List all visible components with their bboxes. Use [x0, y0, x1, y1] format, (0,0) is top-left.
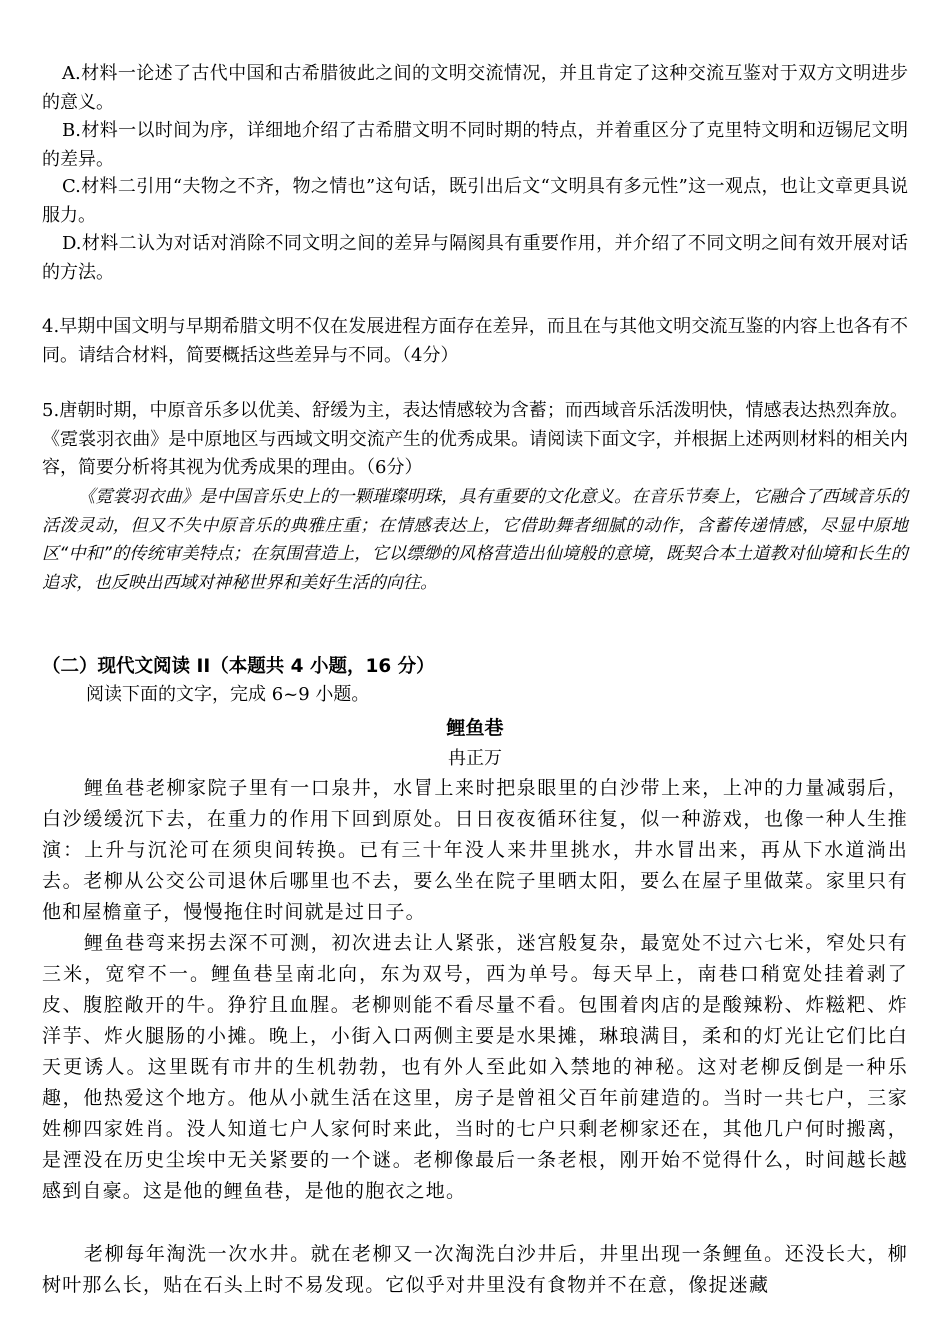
- question-4: 4.早期中国文明与早期希腊文明不仅在发展进程方面存在差异，而且在与其他文明交流互鉴的内容上也各有不同。请结合材料，简要概括这些差异与不同。（4分）: [42, 316, 908, 366]
- option-b: B.材料一以时间为序，详细地介绍了古希腊文明不同时期的特点，并着重区分了克里特文明和迈锡尼文明的差异。: [42, 120, 908, 170]
- story-title: 鲤鱼巷: [446, 717, 504, 739]
- story-paragraph-3: 老柳每年淘洗一次水井。就在老柳又一次淘洗白沙井后，井里出现一条鲤鱼。还没长大，柳树叶那么长，贴在石头上时不易发现。它似乎对井里没有食物并不在意，像捉迷藏: [42, 1243, 908, 1296]
- story-paragraph-2: 鲤鱼巷弯来拐去深不可测，初次进去让人紧张，迷宫般复杂，最宽处不过六七米，窄处只有三米，宽窄不一。鲤鱼巷呈南北向，东为双号，西为单号。每天早上，南巷口稍宽处挂着剥了皮、腹腔敞开的牛。狰狞且血腥。老柳则能不看尽量不看。包围着肉店的是酸辣粉、炸糍粑、炸洋芋、炸火腿肠的小摊。晚上，小街入口两侧主要是水果摊，琳琅满目，柔和的灯光让它们比白天更诱人。这里既有市井的生机勃勃，也有外人至此如入禁地的神秘。这对老柳反倒是一种乐趣，他热爱这个地方。他从小就生活在这里，房子是曾祖父百年前建造的。当时一共七户，三家姓柳四家姓肖。没人知道七户人家何时来此，当时的七户只剩老柳家还在，其他几户何时搬离，是湮没在历史尘埃中无关紧要的一个谜。老柳像最后一条老根，刚开始不觉得什么，时间越长越感到自豪。这是他的鲤鱼巷，是他的胞衣之地。: [42, 932, 908, 1202]
- reading-instruction: 阅读下面的文字，完成 6~9 小题。: [86, 684, 370, 705]
- story-author: 冉正万: [448, 748, 502, 769]
- story-paragraph-1: 鲤鱼巷老柳家院子里有一口泉井，水冒上来时把泉眼里的白沙带上来，上冲的力量减弱后，白沙缓缓沉下去，在重力的作用下回到原处。日日夜夜循环往复，似一种游戏，也像一种人生推演：上升与沉沦可在须臾间转换。已有三十年没人来井里挑水，井水冒出来，再从下水道淌出去。老柳从公交公司退休后哪里也不去，要么坐在院子里晒太阳，要么在屋子里做菜。家里只有他和屋檐童子，慢慢拖住时间就是过日子。: [42, 777, 908, 923]
- section-heading: （二）现代文阅读 II（本题共 4 小题，16 分）: [42, 656, 435, 677]
- question-5: 5.唐朝时期，中原音乐多以优美、舒缓为主，表达情感较为含蓄；而西域音乐活泼明快，情感表达热烈奔放。《霓裳羽衣曲》是中原地区与西域文明交流产生的优秀成果。请阅读下面文字，并根据上述两则材料的相关内容，简要分析将其视为优秀成果的理由。（6分）: [42, 400, 908, 478]
- option-a: A.材料一论述了古代中国和古希腊彼此之间的文明交流情况，并且肯定了这种交流互鉴对于双方文明进步的意义。: [42, 63, 908, 113]
- question-5-quote: 《霓裳羽衣曲》是中国音乐史上的一颗璀璨明珠，具有重要的文化意义。在音乐节奏上，它融合了西域音乐的活泼灵动，但又不失中原音乐的典雅庄重；在情感表达上，它借助舞者细腻的动作，含蓄传递情感，尽显中原地区“中和”的传统审美特点；在氛围营造上，它以缥缈的风格营造出仙境般的意境，既契合本土道教对仙境和长生的追求，也反映出西域对神秘世界和美好生活的向往。: [42, 487, 908, 593]
- option-c: C.材料二引用“夫物之不齐，物之情也”这句话，既引出后文“文明具有多元性”这一观点，也让文章更具说服力。: [42, 176, 908, 226]
- option-d: D.材料二认为对话对消除不同文明之间的差异与隔阂具有重要作用，并介绍了不同文明之间有效开展对话的方法。: [42, 233, 908, 283]
